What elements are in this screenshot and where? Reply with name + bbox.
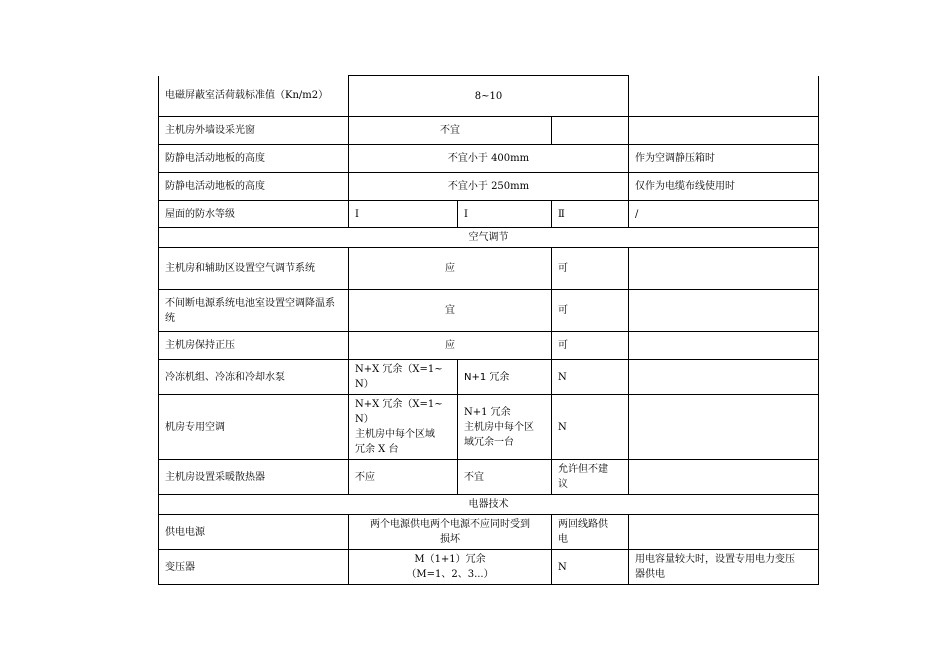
cell-line: （M=1、2、3...） [406, 569, 494, 580]
note-cell [629, 460, 819, 495]
cell-line: 器供电 [635, 569, 666, 580]
row-label: 变压器 [159, 550, 349, 585]
row-label: 机房专用空调 [159, 395, 349, 460]
value-cell-ab [349, 550, 552, 585]
note-cell [629, 248, 819, 290]
value-cell-c: Ⅱ [552, 201, 629, 228]
row-label: 屋面的防水等级 [159, 201, 349, 228]
value-cell-b [458, 395, 552, 460]
cell-line: 主机房中每个区域 [355, 429, 435, 440]
row-chiller [159, 360, 819, 395]
row-ups-ac [159, 290, 819, 332]
note-cell [629, 117, 819, 145]
value-cell-c: 可 [552, 290, 629, 332]
note-cell: 作为空调静压箱时 [629, 145, 819, 173]
value-cell-c [552, 515, 629, 550]
row-label: 主机房外墙设采光窗 [159, 117, 349, 145]
value-cell: 不宜 [349, 117, 552, 145]
value-cell-c [552, 117, 629, 145]
section-elec [159, 495, 819, 515]
note-cell [629, 360, 819, 395]
cell-line: 损坏 [440, 534, 460, 545]
row-label: 主机房保持正压 [159, 332, 349, 360]
value-cell-ab: 应 [349, 248, 552, 290]
row-waterproof [159, 201, 819, 228]
value-cell-b: Ⅰ [458, 201, 552, 228]
spec-table [158, 75, 819, 585]
row-label: 冷冻机组、冷冻和冷却水泵 [159, 360, 349, 395]
cell-line: M（1+1）冗余 [414, 554, 486, 565]
row-transformer [159, 550, 819, 585]
value-cell-c [552, 460, 629, 495]
row-label: 防静电活动地板的高度 [159, 145, 349, 173]
cell-line: 允许但不建 [558, 464, 608, 475]
value-cell-c: 可 [552, 332, 629, 360]
row-ac-system [159, 248, 819, 290]
row-label: 防静电活动地板的高度 [159, 173, 349, 201]
row-label: 不间断电源系统电池室设置空调降温系统 [159, 290, 349, 332]
cell-line: 冗余 X 台 [355, 444, 399, 455]
row-shielding-load [159, 76, 819, 117]
value-cell-c: N [552, 360, 629, 395]
row-floor-height-a [159, 145, 819, 173]
cell-line: 域冗余一台 [464, 436, 514, 448]
note-cell: / [629, 201, 819, 228]
section-air [159, 228, 819, 248]
value-cell-a [349, 395, 458, 460]
value-cell: 不宜小于 400mm [349, 145, 629, 173]
value-cell: 不宜小于 250mm [349, 173, 629, 201]
section-title: 空气调节 [159, 228, 819, 248]
note-cell [629, 395, 819, 460]
row-dedicated-ac [159, 395, 819, 460]
value-cell-c: N [552, 395, 629, 460]
row-label: 主机房设置采暖散热器 [159, 460, 349, 495]
row-floor-height-b [159, 173, 819, 201]
cell-line: 两回线路供 [558, 519, 608, 530]
value-cell: 8~10 [349, 76, 629, 117]
note-cell [629, 290, 819, 332]
value-cell-c: N [552, 550, 629, 585]
row-power-supply [159, 515, 819, 550]
note-cell [629, 76, 819, 117]
cell-line: N+1 冗余 [464, 406, 511, 418]
row-window [159, 117, 819, 145]
value-cell-ab: 宜 [349, 290, 552, 332]
note-cell [629, 550, 819, 585]
value-cell-a: N+X 冗余（X=1~N） [349, 360, 458, 395]
note-cell: 仅作为电缆布线使用时 [629, 173, 819, 201]
value-cell-ab: 应 [349, 332, 552, 360]
cell-line: 两个电源供电两个电源不应同时受到 [370, 519, 530, 530]
row-heating [159, 460, 819, 495]
spec-table-wrapper [158, 75, 818, 585]
cell-line: N+X 冗余（X=1~N） [355, 399, 443, 425]
value-cell-a: Ⅰ [349, 201, 458, 228]
cell-line: 议 [558, 479, 568, 490]
cell-line: 主机房中每个区 [464, 421, 534, 433]
row-positive-pressure [159, 332, 819, 360]
section-title: 电器技术 [159, 495, 819, 515]
value-cell-ab [349, 515, 552, 550]
note-cell [629, 515, 819, 550]
value-cell-b: 不宜 [458, 460, 552, 495]
value-cell-c: 可 [552, 248, 629, 290]
row-label: 电磁屏蔽室活荷载标准值（Kn/m2） [159, 76, 349, 117]
note-cell [629, 332, 819, 360]
row-label: 供电电源 [159, 515, 349, 550]
row-label: 主机房和辅助区设置空气调节系统 [159, 248, 349, 290]
cell-line: 用电容量较大时，设置专用电力变压 [635, 554, 796, 565]
value-cell-b: N+1 冗余 [458, 360, 552, 395]
value-cell-a: 不应 [349, 460, 458, 495]
cell-line: 电 [558, 534, 568, 545]
